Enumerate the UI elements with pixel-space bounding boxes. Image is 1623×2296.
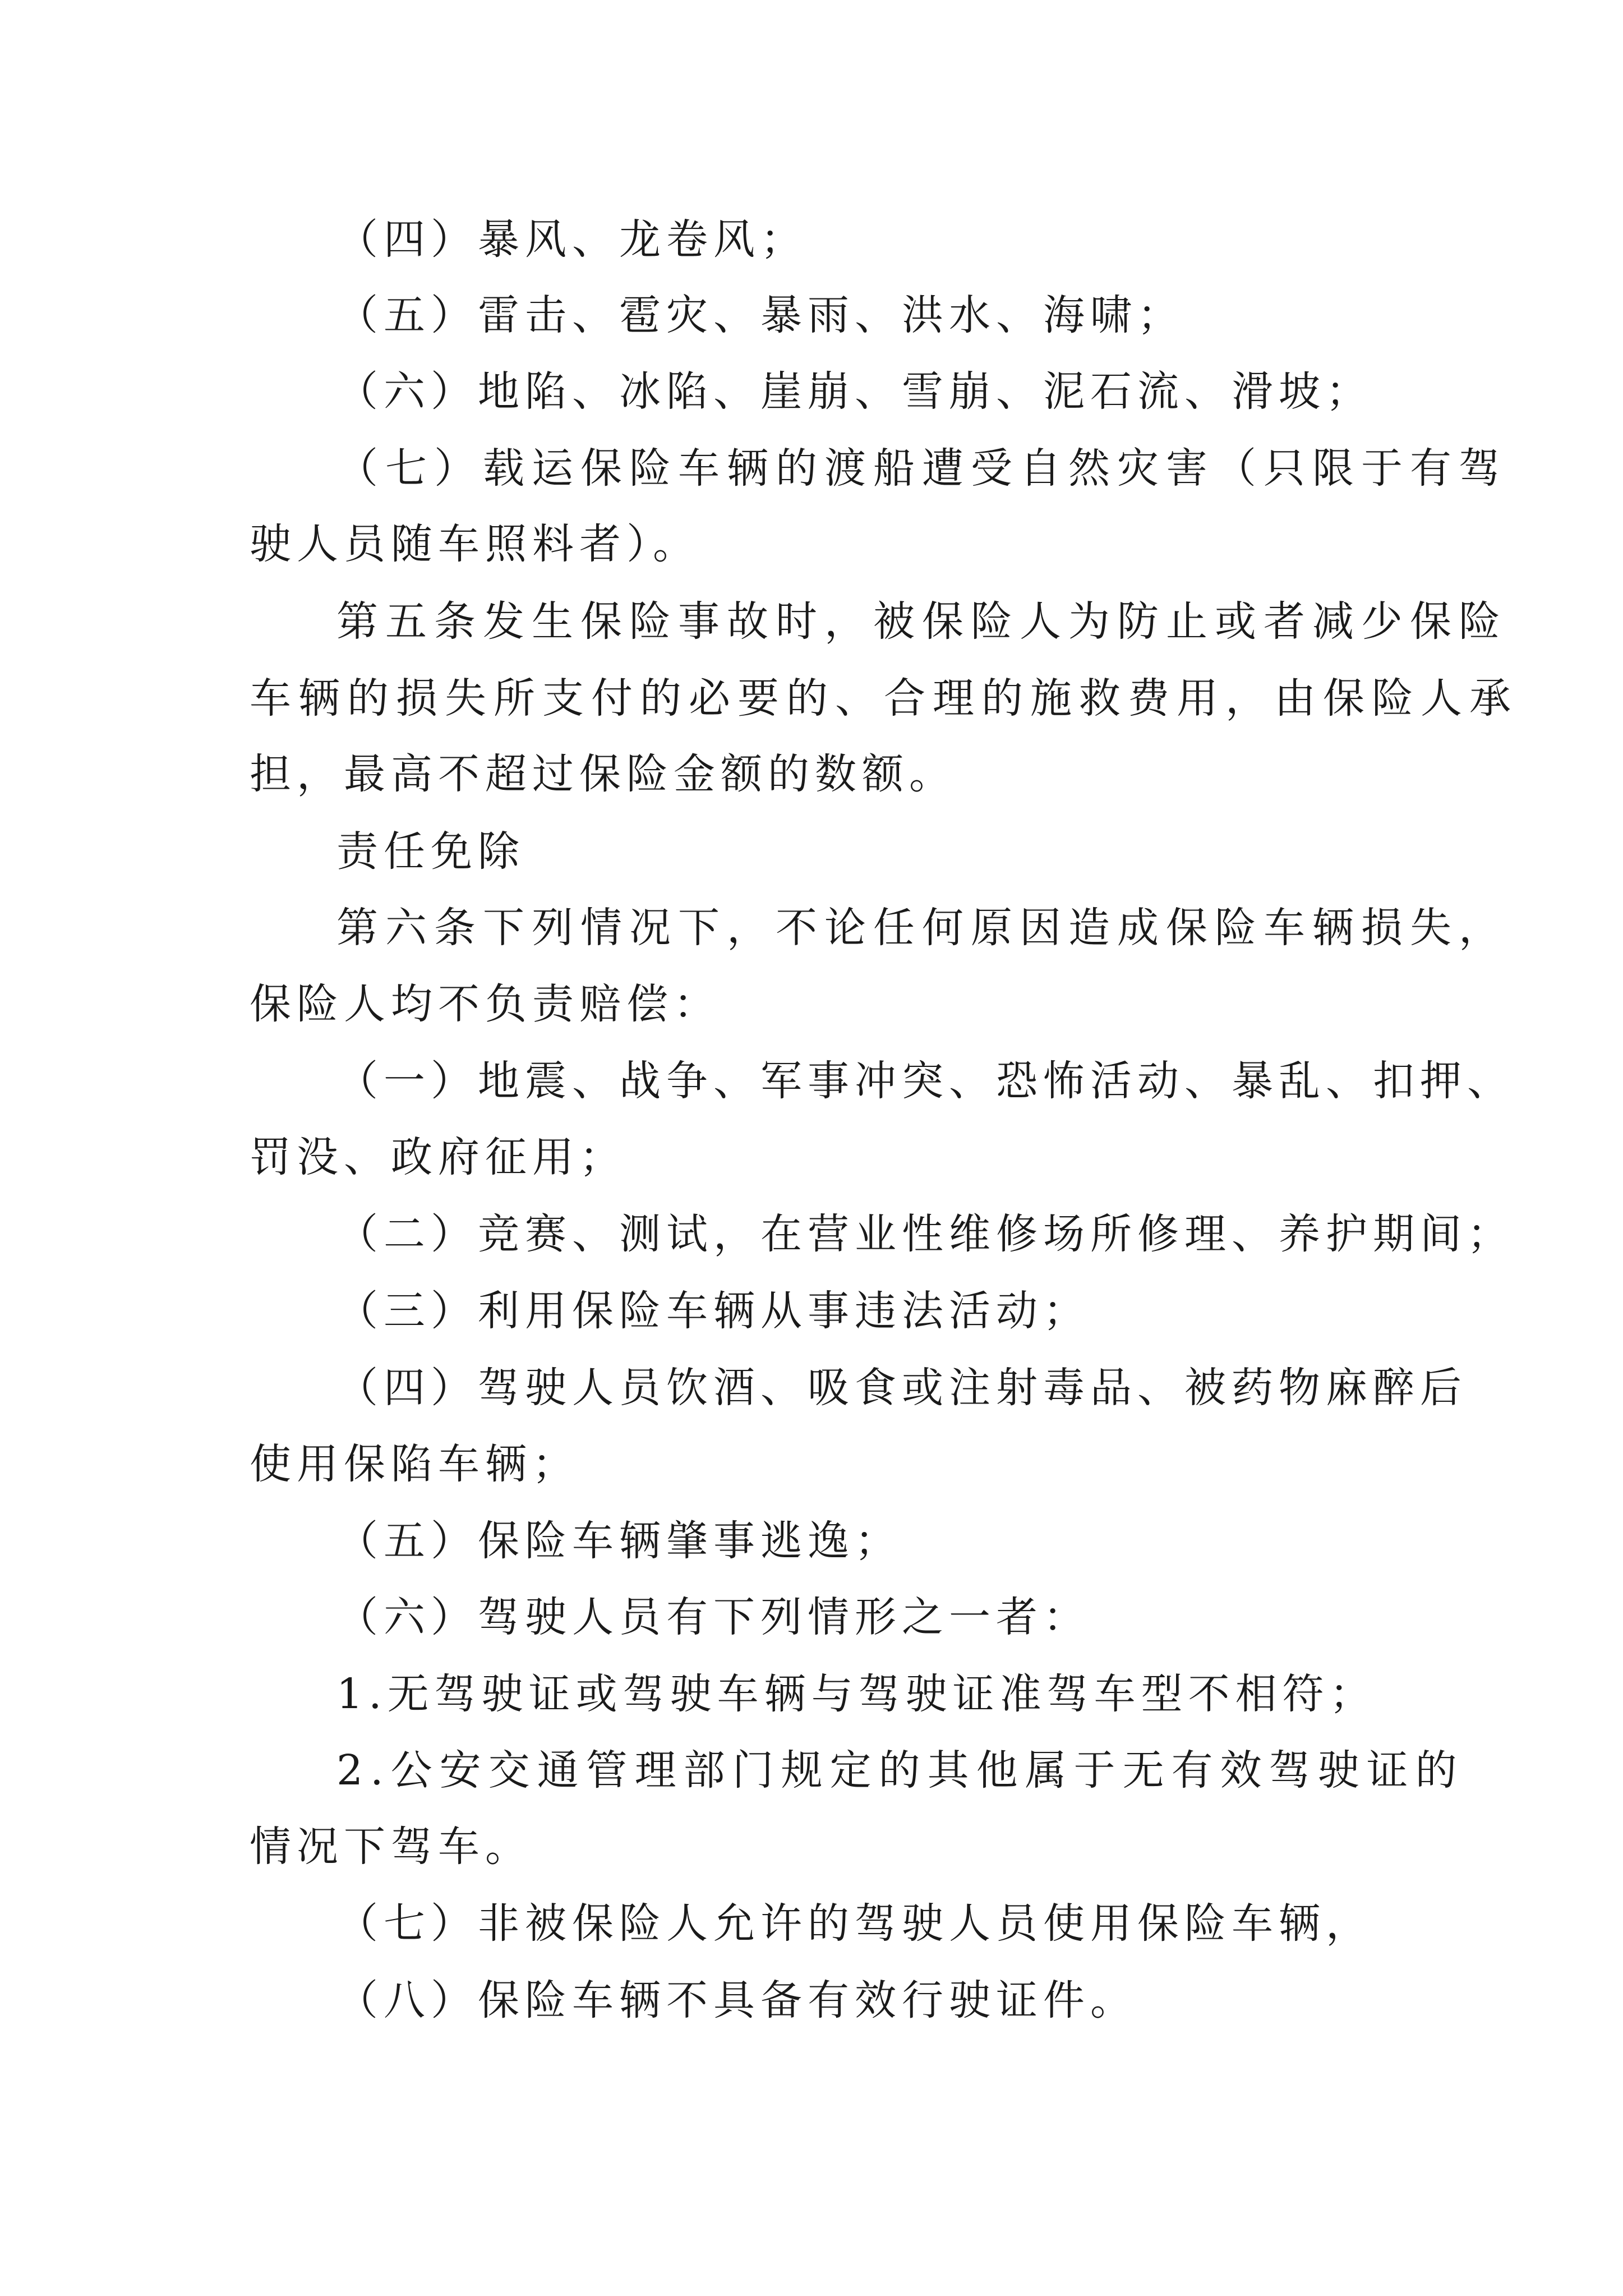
- text-line: 罚没、政府征用；: [250, 1133, 626, 1181]
- text-line: 第六条下列情况下，不论任何原因造成保险车辆损失，: [336, 904, 1507, 952]
- text-line: 1.无驾驶证或驾驶车辆与驾驶证准驾车型不相符；: [336, 1670, 1377, 1718]
- text-line: （三）利用保险车辆从事违法活动；: [336, 1287, 1090, 1335]
- text-line: 车辆的损失所支付的必要的、合理的施救费用，由保险人承: [250, 674, 1518, 723]
- text-line: 使用保陷车辆；: [250, 1440, 579, 1488]
- text-line: （五）雷击、雹灾、暴雨、洪水、海啸；: [336, 291, 1184, 339]
- text-line: 保险人均不负责赔偿：: [250, 980, 721, 1028]
- text-line: 第五条发生保险事故时，被保险人为防止或者减少保险: [336, 597, 1507, 646]
- text-line: 驶人员随车照料者）。: [250, 520, 700, 568]
- text-line: （一）地震、战争、军事冲突、恐怖活动、暴乱、扣押、: [336, 1057, 1514, 1105]
- text-line: 担，最高不超过保险金额的数额。: [250, 750, 956, 798]
- text-line: （八）保险车辆不具备有效行驶证件。: [336, 1976, 1137, 2024]
- text-line: （七）载运保险车辆的渡船遭受自然灾害（只限于有驾: [336, 444, 1507, 493]
- text-line: （二）竞赛、测试，在营业性维修场所修理、养护期间；: [336, 1210, 1514, 1258]
- text-line: （六）地陷、冰陷、崖崩、雪崩、泥石流、滑坡；: [336, 367, 1373, 416]
- text-line: （四）暴风、龙卷风；: [336, 215, 808, 264]
- text-line: 2.公安交通管理部门规定的其他属于无有效驾驶证的: [336, 1746, 1464, 1795]
- text-line: 情况下驾车。: [250, 1823, 532, 1871]
- text-line: （五）保险车辆肇事逃逸；: [336, 1517, 902, 1565]
- section-heading: 责任免除: [336, 827, 525, 876]
- text-line: （四）驾驶人员饮酒、吸食或注射毒品、被药物麻醉后: [336, 1364, 1467, 1412]
- text-line: （六）驾驶人员有下列情形之一者：: [336, 1593, 1090, 1641]
- text-line: （七）非被保险人允许的驾驶人员使用保险车辆，: [336, 1899, 1373, 1948]
